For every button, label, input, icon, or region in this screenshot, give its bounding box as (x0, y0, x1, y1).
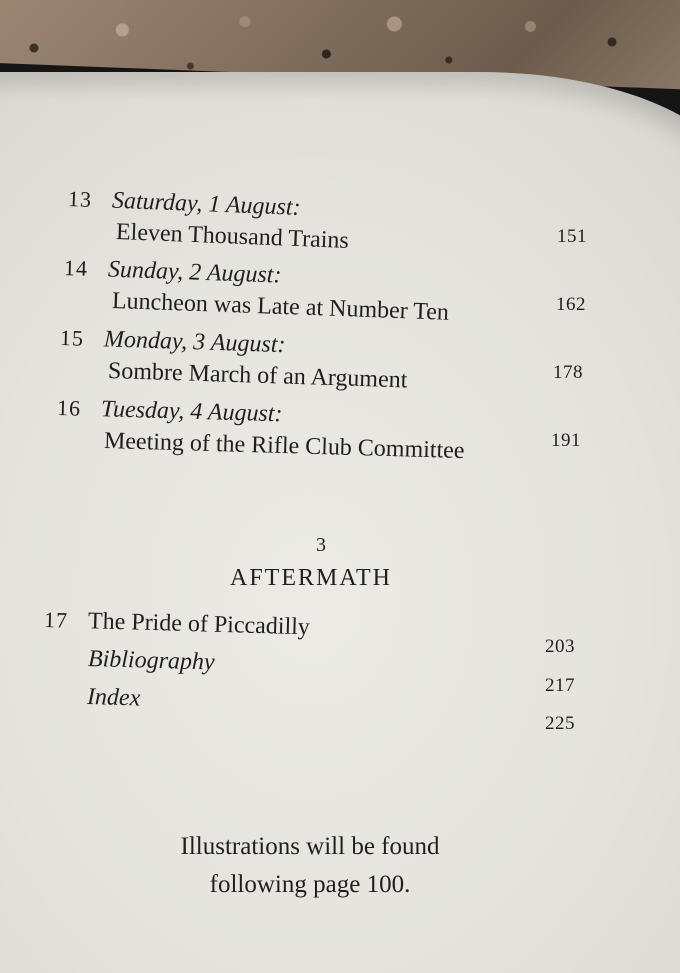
chapter-number: 15 (59, 325, 85, 351)
page-number: 162 (556, 294, 586, 315)
bibliography-entry: Bibliography (87, 646, 215, 676)
part-title: AFTERMATH (230, 565, 393, 591)
toc-entry-14-header (64, 255, 282, 290)
illustrations-note (130, 828, 490, 904)
toc-entry-15-header (60, 325, 286, 359)
page-number: 203 (545, 636, 575, 657)
chapter-title: Eleven Thousand Trains (115, 219, 350, 254)
page-number: 217 (545, 675, 575, 696)
page-number: 178 (553, 362, 583, 383)
toc-entry-17 (44, 607, 311, 641)
chapter-day: Tuesday, 4 August: (100, 396, 283, 428)
page-number: 225 (545, 713, 575, 734)
chapter-title: Luncheon was Late at Number Ten (111, 288, 450, 326)
chapter-title: The Pride of Piccadilly (87, 608, 311, 641)
chapter-number: 14 (63, 255, 89, 281)
chapter-title: Sombre March of an Argument (107, 358, 408, 394)
part-number: 3 (316, 534, 326, 556)
page-number: 151 (557, 226, 587, 247)
page-number: 191 (551, 430, 581, 451)
note-line: Illustrations will be found (180, 833, 440, 860)
chapter-number: 13 (67, 186, 93, 212)
toc-entry-16-header (57, 395, 283, 428)
chapter-number: 16 (56, 395, 82, 421)
chapter-title: Meeting of the Rifle Club Committee (103, 428, 465, 465)
chapter-day: Monday, 3 August: (103, 326, 286, 359)
chapter-day: Saturday, 1 August: (111, 187, 302, 221)
chapter-day: Sunday, 2 August: (107, 256, 282, 289)
chapter-number: 17 (43, 607, 69, 633)
index-entry: Index (86, 684, 141, 712)
toc-entry-13-header (67, 186, 301, 222)
note-line: following page 100. (209, 871, 411, 898)
